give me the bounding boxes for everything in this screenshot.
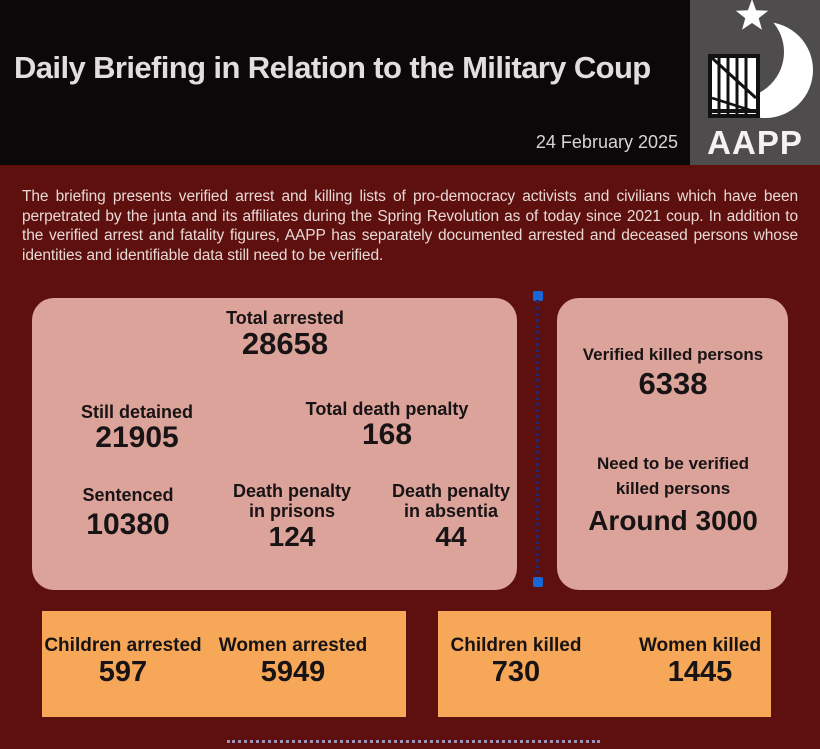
footer-dotted-line [227,740,600,743]
divider-dotted-line [536,300,539,580]
stat-death-penalty-absentia [392,481,510,553]
stat-death-penalty-prisons [233,481,351,553]
stat-label: Death penalty [232,481,352,501]
stat-label: Women killed [638,635,762,656]
stat-value: 124 [268,521,316,552]
stat-label: killed persons [615,479,731,498]
divider-square-bottom [533,577,543,587]
stat-value: 168 [361,418,413,451]
stat-value: 28658 [241,326,329,361]
stat-value: 5949 [260,656,326,688]
stat-value: 44 [435,521,467,552]
stat-label: Death penalty [391,481,511,501]
stat-label: Sentenced [82,485,174,505]
stat-label: Women arrested [218,635,368,656]
stat-label: Total death penalty [305,399,469,419]
briefing-date: 24 February 2025 [535,132,678,152]
aapp-logo [690,0,820,165]
stat-value: Around 3000 [588,505,758,536]
stat-value: 21905 [95,421,179,454]
stat-women-killed [639,636,761,688]
stat-label: Need to be verified [596,454,750,473]
page-title: Daily Briefing in Relation to the Military Coup [14,50,651,85]
stat-label: in prisons [248,501,335,521]
stat-label: Total arrested [226,308,344,328]
stat-unverified-killed [588,451,758,537]
aapp-logo-wordmark: AAPP [707,124,803,161]
stat-still-detained [81,402,193,454]
stat-label: Children killed [450,635,582,656]
stat-label: in absentia [403,501,499,521]
stat-value: 6338 [638,366,708,401]
stat-value: 10380 [86,508,170,541]
stat-label: Verified killed persons [582,345,764,364]
killed-strip [438,611,771,717]
stat-verified-killed [583,345,763,400]
killed-stats-panel [557,298,788,590]
header-band [0,0,690,165]
prison-gate-icon [710,56,758,116]
stat-value: 597 [98,656,148,688]
stat-women-arrested [219,636,368,688]
stat-total-arrested [226,308,344,360]
arrested-strip [42,611,406,717]
stat-value: 1445 [667,656,733,688]
stat-total-death-penalty [306,399,469,451]
intro-paragraph: The briefing presents verified arrest and killing lists of pro-democracy activists and civilians which have been perpetrated by the junta and its affiliates during the Spring Revolution as of today since 2021 coup. In addition to the verified arrest and fatality figures, AAPP has separately documented arrested and deceased persons whose identities and identifiable data still need to be verified. [22,188,798,264]
stat-value: 730 [491,656,541,688]
stat-children-arrested [44,636,201,688]
stat-children-killed [451,636,582,688]
arrest-stats-panel [32,298,517,590]
stat-label: Children arrested [44,635,202,656]
stat-label: Still detained [80,402,194,422]
stat-sentenced [82,485,173,541]
